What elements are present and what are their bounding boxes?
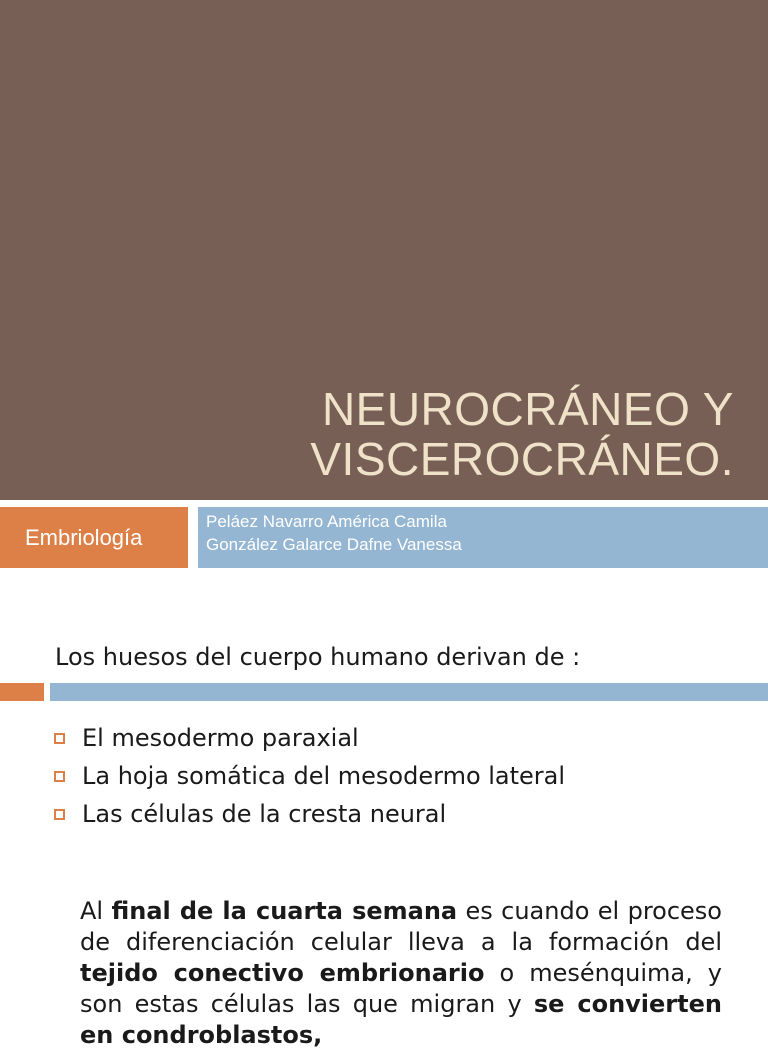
author-name: Peláez Navarro América Camila (206, 512, 447, 531)
paragraph-bold-text: tejido conectivo embrionario (80, 959, 485, 987)
bullet-text: El mesodermo paraxial (82, 724, 359, 752)
bullet-item (50, 795, 565, 833)
authors-box (198, 507, 768, 568)
bullet-item (50, 757, 565, 795)
body-paragraph (80, 896, 722, 1051)
divider-bar-blue (50, 683, 768, 701)
paragraph-bold-text: final de la cuarta semana (111, 897, 458, 925)
slide-title-line-1: NEUROCRÁNEO Y (321, 383, 734, 435)
paragraph-text: o mesénquima, y son estas células las que migran y (80, 959, 722, 1018)
square-bullet-icon (54, 733, 65, 744)
slide-title-line-2: VISCEROCRÁNEO. (310, 433, 734, 485)
bullet-item (50, 719, 565, 757)
square-bullet-icon (54, 771, 65, 782)
paragraph-text: Al (80, 897, 112, 925)
bullet-list (50, 719, 565, 833)
bullet-text: La hoja somática del mesodermo lateral (82, 762, 566, 790)
paragraph-text: es cuando el proceso de diferenciación celular lleva a la formación del (80, 897, 722, 956)
title-slide (0, 0, 768, 500)
author-name: González Galarce Dafne Vanessa (206, 535, 462, 554)
bullet-text: Las células de la cresta neural (82, 800, 447, 828)
paragraph-bold-text: se convierten en condroblastos, (80, 990, 722, 1049)
section-heading: Los huesos del cuerpo humano derivan de : (55, 643, 581, 671)
subject-label: Embriología (0, 507, 188, 568)
divider-bar-orange (0, 683, 44, 701)
square-bullet-icon (54, 809, 65, 820)
